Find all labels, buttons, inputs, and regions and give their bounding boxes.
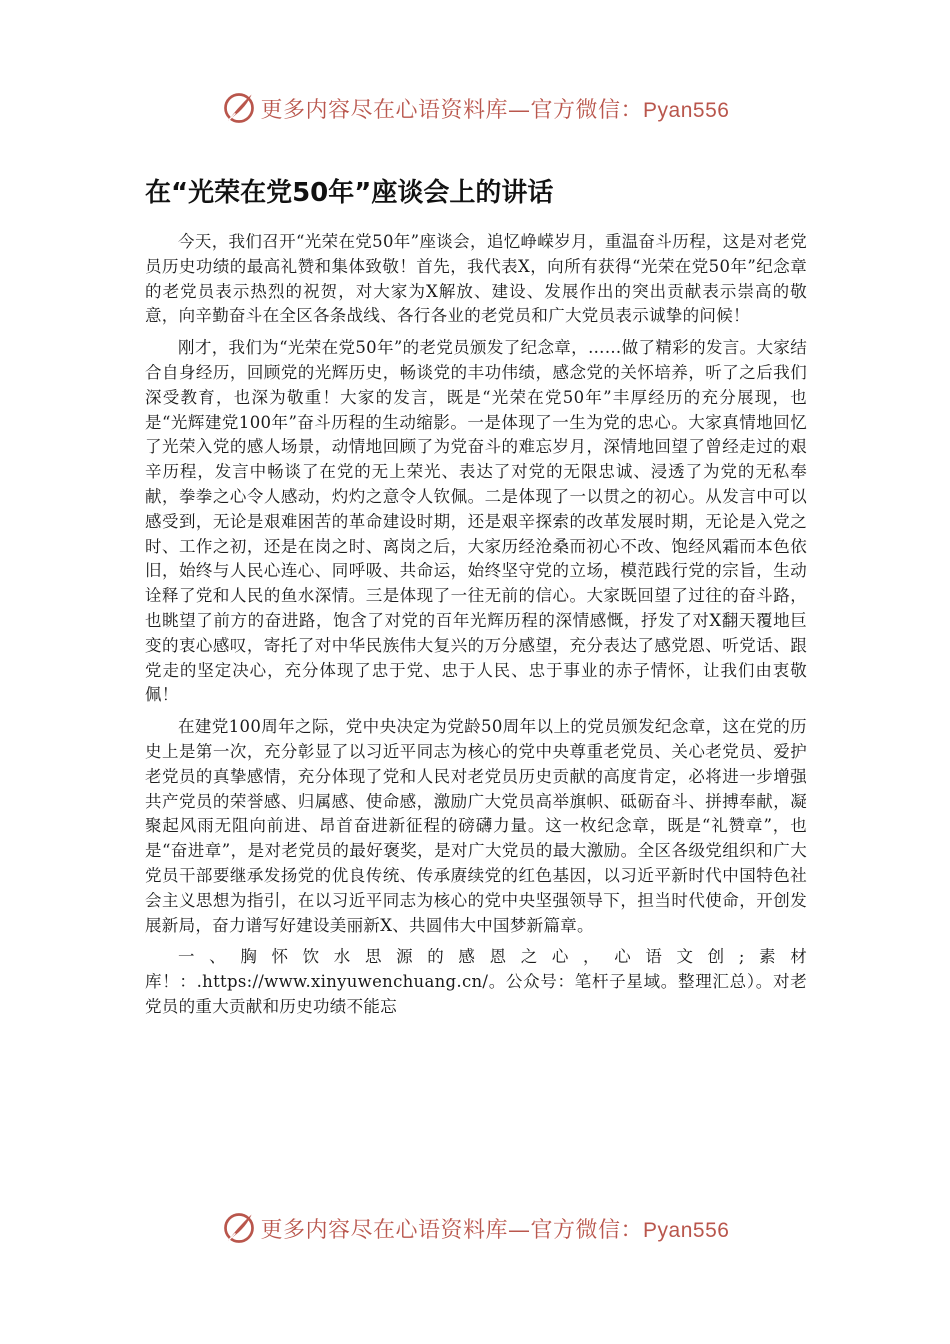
- header-banner: [0, 86, 950, 130]
- section-heading-paragraph: 一、胸怀饮水思源的感恩之心，心语文创;素材库！：.https://www.xinyuwenchuang.cn/。公众号：笔杆子星域。整理汇总）。对老党员的重大贡献和历史功绩不能忘: [145, 947, 807, 1016]
- wechat-handle: Pyan556: [643, 1218, 730, 1242]
- document-title: 在“光荣在党50年”座谈会上的讲话: [145, 178, 554, 208]
- quill-pen-icon: [221, 90, 257, 126]
- paragraph: 刚才，我们为“光荣在党50年”的老党员颁发了纪念章，……做了精彩的发言。大家结合自身经历，回顾党的光辉历史，畅谈党的丰功伟绩，感念党的关怀培养，听了之后我们深受教育，也深为敬重！大家的发言，既是“光荣在党50年”丰厚经历的充分展现，也是“光辉建党100年”奋斗历程的生动缩影。一是体现了一生为党的忠心。大家真情地回忆了光荣入党的感人场景，动情地回顾了为党奋斗的难忘岁月，深情地回望了曾经走过的艰辛历程，发言中畅谈了在党的无上荣光、表达了对党的无限忠诚、浸透了为党的无私奉献，拳拳之心令人感动，灼灼之意令人钦佩。二是体现了一以贯之的初心。从发言中可以感受到，无论是艰难困苦的革命建设时期，还是艰辛探索的改革发展时期，无论是入党之时、工作之初，还是在岗之时、离岗之后，大家历经沧桑而初心不改、饱经风霜而本色依旧，始终与人民心连心、同呼吸、共命运，始终坚守党的立场，模范践行党的宗旨，生动诠释了党和人民的鱼水深情。三是体现了一往无前的信心。大家既回望了过往的奋斗路，也眺望了前方的奋进路，饱含了对党的百年光辉历程的深情感慨，抒发了对X翻天覆地巨变的衷心感叹，寄托了对中华民族伟大复兴的万分感望，充分表达了感党恩、听党话、跟党走的坚定决心，充分体现了忠于党、忠于人民、忠于事业的赤子情怀，让我们由衷敬佩！: [145, 338, 807, 705]
- quill-pen-icon: [221, 1210, 257, 1246]
- paragraph: 今天，我们召开“光荣在党50年”座谈会，追忆峥嵘岁月，重温奋斗历程，这是对老党员历史功绩的最高礼赞和集体致敬！首先，我代表X，向所有获得“光荣在党50年”纪念章的老党员表示热烈的祝贺，对大家为X解放、建设、发展作出的突出贡献表示崇高的敬意，向辛勤奋斗在全区各条战线、各行各业的老党员和广大党员表示诚挚的问候！: [145, 232, 807, 326]
- document-body: [145, 230, 807, 1027]
- paragraph: 在建党100周年之际，党中央决定为党龄50周年以上的党员颁发纪念章，这在党的历史上是第一次，充分彰显了以习近平同志为核心的党中央尊重老党员、关心老党员、爱护老党员的真挚感情，充分体现了党和人民对老党员历史贡献的高度肯定，必将进一步增强共产党员的荣誉感、归属感、使命感，激励广大党员高举旗帜、砥砺奋斗、拼搏奉献，凝聚起风雨无阻向前进、昂首奋进新征程的磅礴力量。这一枚纪念章，既是“礼赞章”，也是“奋进章”，是对老党员的最好褒奖，是对广大党员的最大激励。全区各级党组织和广大党员干部要继承发扬党的优良传统、传承赓续党的红色基因，以习近平新时代中国特色社会主义思想为指引，在以习近平同志为核心的党中央坚强领导下，担当时代使命，开创发展新局，奋力谱写好建设美丽新X、共圆伟大中国梦新篇章。: [145, 717, 807, 935]
- footer-banner: [0, 1206, 950, 1250]
- banner-text: 更多内容尽在心语资料库—官方微信：Pyan556: [260, 1217, 730, 1243]
- wechat-handle: Pyan556: [643, 98, 730, 122]
- banner-text: 更多内容尽在心语资料库—官方微信：Pyan556: [260, 97, 730, 123]
